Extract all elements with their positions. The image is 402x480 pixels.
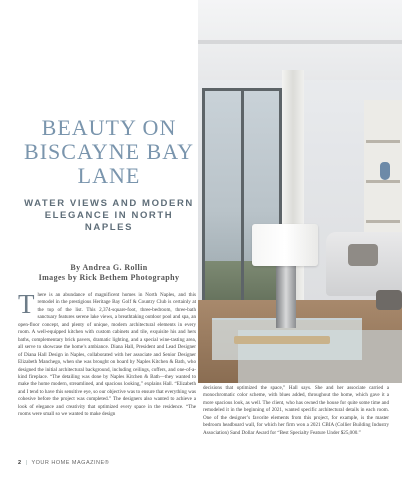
photo-window [202,88,282,334]
column-1-text: here is an abundance of magnificent homes in North Naples, and this remodel in the prestigious Heritage Bay Golf & Country Club is certainly at the top of the list. This 2,374-square-foot, three-bedroom, three-bath sanctuary features serene lake views, a breathtaking outdoor pool and spa, an open-floor concept, and plenty of unique, modern architectural elements in every room. A well-equipped kitchen with custom cabinets and tile, exquisite his and hers baths, complementary brick pavers, dramatic lighting, and a special wine-tasting area, all serve to showcase the home’s ambiance. Diana Hall, President and Lead Designer of Diana Hall Design in Naples, collaborated with her associate and Senior Designer Elizabeth Manchego, when she was brought on board by Naples Kitchen & Bath, who designed the initial architectural background, including ceilings, coffers, and one-of-a-kind fireplace. “The detailing was done by Naples Kitchen & Bath—they wanted to make the home modern, streamlined, and spacious looking,” explains Hall. “Elizabeth and I tend to have this sensitive eye, so our objective was to ensure that everything was cohesive before the project was completed.” The designers also wanted to achieve a look of elegance and creativity that optimized every space in the residence. “The rooms were small so we wanted to make design [18,292,196,418]
drop-cap: T [18,292,35,319]
footer-separator: | [25,460,28,466]
photo-cushion [348,244,378,266]
photo-vase [380,162,390,180]
photo-tray [234,336,330,344]
interior-photo [198,0,402,383]
photo-window-mullion [241,91,244,331]
photo-shelf [366,140,400,143]
photo-pillow [376,290,402,310]
article-subtitle: WATER VIEWS AND MODERN ELEGANCE IN NORTH NAPLES [24,198,194,233]
photo-lamp-shade [252,224,318,266]
article-body-column-1 [18,292,196,450]
photo-shelf [366,220,400,223]
byline-photographer: Images by Rick Bethem Photography [38,273,180,282]
page-number: 2 [18,460,22,466]
article-body-column-2: decisions that optimized the space,” Hall says. She and her associate carried a monochromatic color scheme, with blues added, throughout the home, which gave it a more spacious look, as well. The client, who has owned the house for quite some time and remodeled it in the beginning of 2021, wanted specific architectural details in each room. One of the designer’s favorite elements from this project, for example, is the master bedroom headboard wall, for which her firm won a 2021 CBIA (Collier Building Industry Association) Sand Dollar Award for “Best Specialty Feature Under $25,000.” [203,385,389,436]
byline [24,263,194,283]
photo-lamp-base [276,266,296,328]
photo-ceiling-beam [198,40,402,44]
page-footer [18,460,198,466]
article-title: BEAUTY ON BISCAYNE BAY LANE [24,115,194,188]
photo-shelf [366,180,400,183]
publication-name: YOUR HOME MAGAZINE® [31,460,110,466]
byline-author: By Andrea G. Rollin [70,263,148,272]
